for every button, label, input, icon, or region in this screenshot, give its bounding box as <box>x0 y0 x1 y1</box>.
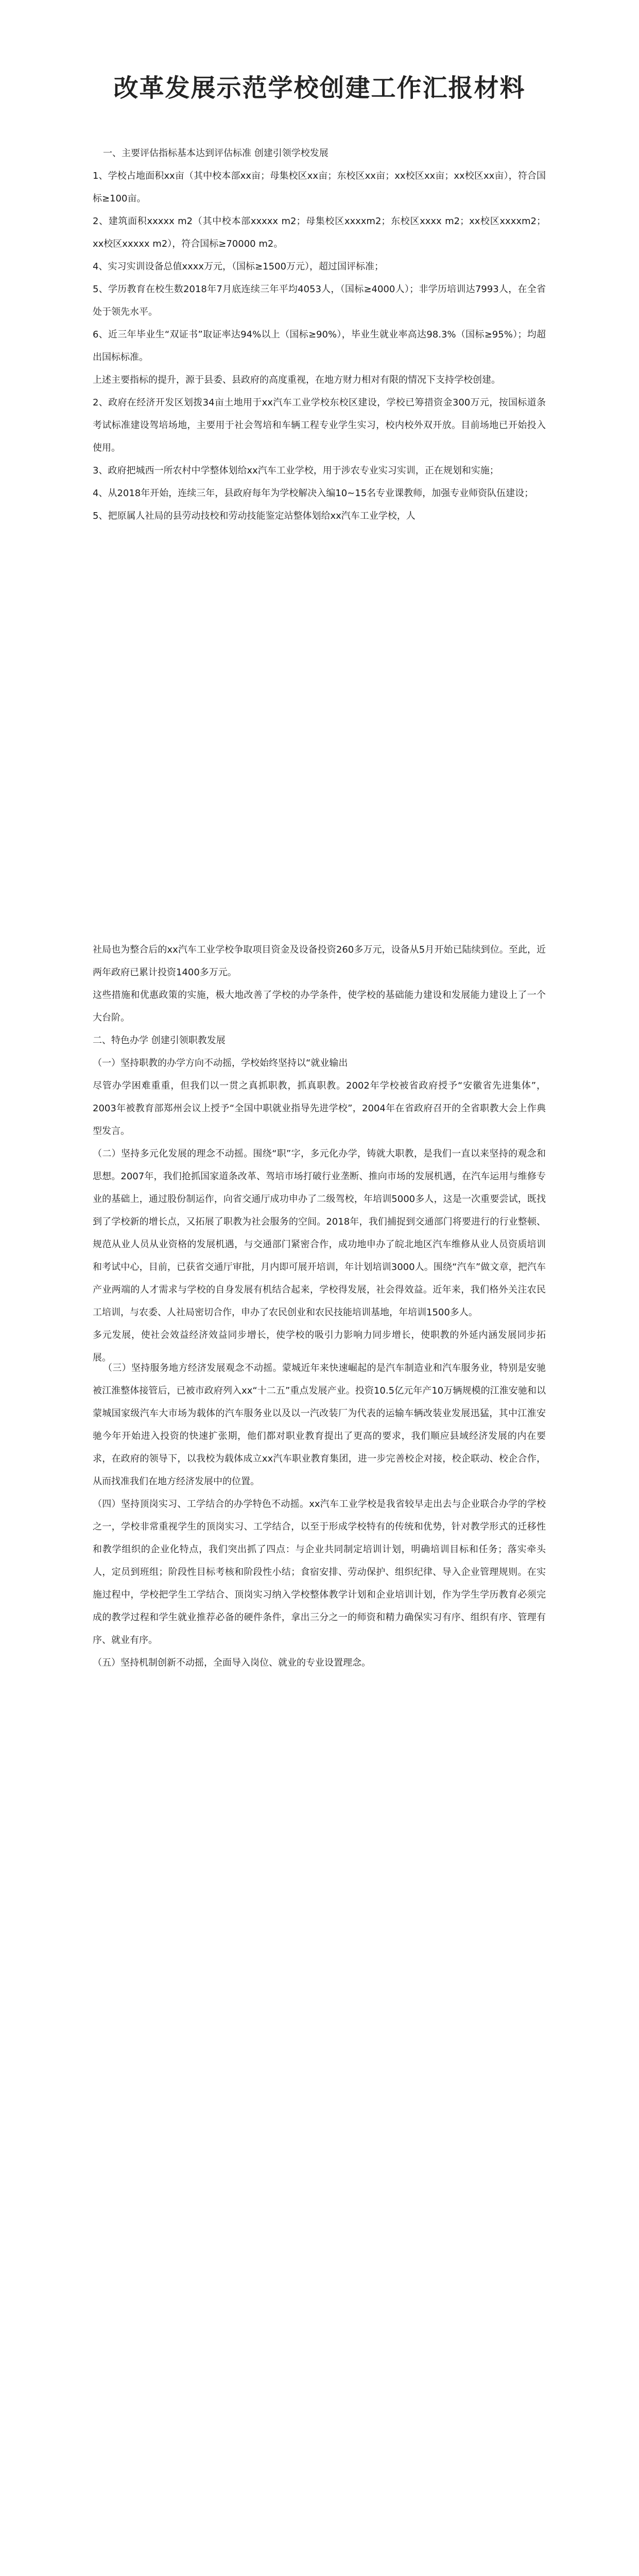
section-heading: 一、主要评估指标基本达到评估标准 创建引领学校发展 <box>103 148 329 159</box>
section-service <box>93 1357 546 1674</box>
paragraph: 5、把原属人社局的县劳动技校和劳动技能鉴定站整体划给xx汽车工业学校，人 <box>93 511 416 521</box>
paragraph: 4、实习实训设备总值xxxx万元，（国标≥1500万元），超过国评标准； <box>93 261 384 272</box>
paragraph: （一）坚持职教的办学方向不动摇，学校始终坚持以“就业输出 <box>93 1058 348 1069</box>
paragraph: 4、从2018年开始，连续三年，县政府每年为学校解决入编10~15名专业课教师，加强专业师资队伍建设； <box>93 488 534 499</box>
section-features <box>93 939 546 1369</box>
paragraph: 5、学历教育在校生数2018年7月底连续三年平均4053人，（国标≥4000人）；非学历培训达7993人，在全省处于领先水平。 <box>93 284 546 317</box>
section-evaluation <box>93 142 546 528</box>
paragraph: 2、建筑面积xxxxx m2（其中校本部xxxxx m2；母集校区xxxxm2；东校区xxxx m2；xx校区xxxxm2；xx校区xxxxx m2），符合国标≥70000 m2。 <box>93 216 546 249</box>
paragraph: （二）坚持多元化发展的理念不动摇。围绕“职”字，多元化办学，铸就大职教，是我们一直以来坚持的观念和思想。2007年，我们抢抓国家道条改革、驾培市场打破行业垄断、推向市场的发展机遇，在汽车运用与维修专业的基础上，通过股份制运作，向省交通厅成功申办了二级驾校，年培训5000多人，这是一次重要尝试，既找到了学校新的增长点，又拓展了职教为社会服务的空间。2018年，我们捕捉到交通部门将要进行的行业整顿、规范从业人员从业资格的发展机遇，与交通部门紧密合作，成功地申办了皖北地区汽车维修从业人员资质培训和考试中心，目前，已获省交通厅审批，月内即可展开培训，年计划培训3000人。围绕“汽车”做文章，把汽车产业两端的人才需求与学校的自身发展有机结合起来，学校得发展，社会得效益。近年来，我们格外关注农民工培训，与农委、人社局密切合作，申办了农民创业和农民技能培训基地，年培训1500多人。 <box>93 1148 546 1318</box>
paragraph: 尽管办学困难重重，但我们以一贯之真抓职教，抓真职教。2002年学校被省政府授予“安徽省先进集体”，2003年被教育部郑州会议上授予“全国中职就业指导先进学校”，2004年在省政府召开的全省职教大会上作典型发言。 <box>93 1080 546 1137</box>
paragraph: 多元发展，使社会效益经济效益同步增长，使学校的吸引力影响力同步增长，使职教的外延内涵发展同步拓展。 <box>93 1330 546 1363</box>
paragraph: 社局也为整合后的xx汽车工业学校争取项目资金及设备投资260多万元，设备从5月开始已陆续到位。至此，近两年政府已累计投资1400多万元。 <box>93 944 546 978</box>
paragraph: 6、近三年毕业生“双证书”取证率达94%以上（国标≥90%），毕业生就业率高达98.3%（国标≥95%）；均超出国标标准。 <box>93 329 546 363</box>
paragraph: （三）坚持服务地方经济发展观念不动摇。蒙城近年来快速崛起的是汽车制造业和汽车服务业，特别是安驰被江淮整体接管后，已被市政府列入xx“十二五”重点发展产业。投资10.5亿元年产10万辆规模的江淮安驰和以蒙城国家级汽车大市场为载体的汽车服务业以及以一汽改装厂为代表的运输车辆改装业发展迅猛，其中江淮安驰今年开始进入投资的快速扩张期，他们都对职业教育提出了更高的要求，我们顺应县域经济发展的内在要求，在政府的领导下，以我校为载体成立xx汽车职业教育集团，进一步完善校企对接，校企联动、校企合作，从而找准我们在地方经济发展中的位置。 <box>93 1363 546 1487</box>
section-heading: 二、特色办学 创建引领职教发展 <box>93 1035 226 1046</box>
paragraph: 3、政府把城西一所农村中学整体划给xx汽车工业学校，用于涉农专业实习实训，正在规划和实施； <box>93 465 499 476</box>
paragraph: 上述主要指标的提升，源于县委、县政府的高度重视，在地方财力相对有限的情况下支持学校创建。 <box>93 375 500 385</box>
paragraph: 这些措施和优惠政策的实施，极大地改善了学校的办学条件，使学校的基础能力建设和发展能力建设上了一个大台阶。 <box>93 990 546 1023</box>
paragraph: 2、政府在经济开发区划拨34亩土地用于xx汽车工业学校东校区建设，学校已筹措资金300万元，按国标道条考试标准建设驾培场地，主要用于社会驾培和车辆工程专业学生实习，校内校外双开放。目前场地已开始投入使用。 <box>93 397 546 453</box>
paragraph: （五）坚持机制创新不动摇，全面导入岗位、就业的专业设置理念。 <box>93 1657 371 1668</box>
paragraph: 1、学校占地面积xx亩（其中校本部xx亩；母集校区xx亩；东校区xx亩；xx校区xx亩；xx校区xx亩），符合国标≥100亩。 <box>93 171 546 204</box>
document-title: 改革发展示范学校创建工作汇报材料 <box>113 74 526 103</box>
paragraph: （四）坚持顶岗实习、工学结合的办学特色不动摇。xx汽车工业学校是我省较早走出去与企业联合办学的学校之一，学校非常重视学生的顶岗实习、工学结合，以至于形成学校特有的传统和优势，针对教学形式的迁移性和教学组织的企业化特点，我们突出抓了四点：与企业共同制定培训计划，明确培训目标和任务；落实牵头人，定员到班组；阶段性目标考核和阶段性小结；食宿安排、劳动保护、组织纪律、导入企业管理规则。在实施过程中，学校把学生工学结合、顶岗实习纳入学校整体教学计划和企业培训计划，作为学生学历教育必须完成的教学过程和学生就业推荐必备的硬件条件，拿出三分之一的师资和精力确保实习有序、组织有序、管理有序、就业有序。 <box>93 1499 546 1646</box>
